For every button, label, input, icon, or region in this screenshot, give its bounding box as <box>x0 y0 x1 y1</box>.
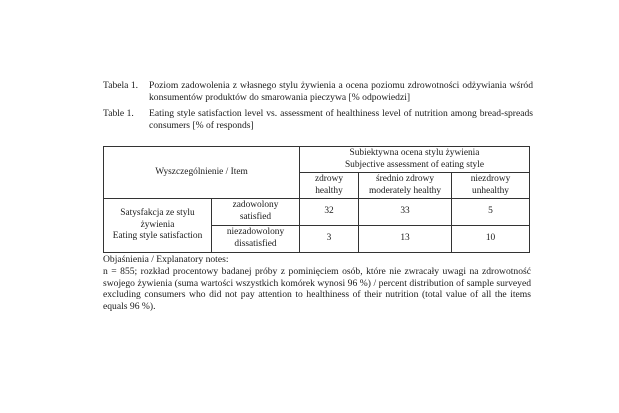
table-cell: 32 <box>300 199 359 226</box>
group-header-cell <box>300 147 530 173</box>
table-cell: 10 <box>452 226 530 253</box>
row-label-dissatisfied <box>212 226 300 253</box>
table-caption-polish <box>103 80 533 106</box>
data-table <box>103 146 530 253</box>
row-label-satisfied <box>212 199 300 226</box>
row-label-en: satisfied <box>239 212 272 222</box>
group-header-en: Subjective assessment of eating style <box>344 159 485 170</box>
table-cell: 33 <box>359 199 452 226</box>
explanatory-notes <box>103 254 531 313</box>
table-row <box>104 199 530 226</box>
column-label-en: unhealthy <box>472 185 509 196</box>
group-header-pl: Subiektywna ocena stylu żywienia <box>349 147 480 158</box>
column-label-pl: niezdrowy <box>470 173 511 184</box>
table-cell: 13 <box>359 226 452 253</box>
column-label-pl: zdrowy <box>314 173 344 184</box>
column-header-healthy <box>300 173 359 199</box>
item-header-cell <box>104 147 300 199</box>
row-group-header <box>104 199 212 253</box>
row-group-label-pl: żywienia <box>140 219 175 230</box>
column-label-en: moderately healthy <box>368 185 442 196</box>
table-caption-english <box>103 108 533 134</box>
item-header: Wyszczególnienie / Item <box>155 166 248 177</box>
column-label-en: healthy <box>315 185 343 196</box>
row-label-pl: zadowolony <box>232 200 279 211</box>
table-cell: 5 <box>452 199 530 226</box>
notes-text: n = 855; rozkład procentowy badanej próby z pominięciem osób, które nie zwracały uwagi na zdrowotność swojego żywienia (suma wartości wszystkich komórek wynosi 96 %) / percent distribution of sample surveyed excluding consumers who did not pay attention to healthiness of their nutrition (total value of all the items equals 96 %). <box>103 265 531 313</box>
row-label-en: dissatisfied <box>234 239 277 249</box>
caption-text: Poziom zadowolenia z własnego stylu żywienia a ocena poziomu zdrowotności odżywiania wśród konsumentów produktów do smarowania pieczywa [% odpowiedzi] <box>149 80 533 104</box>
row-group-label-en: Eating style satisfaction <box>112 231 203 242</box>
row-label-pl: niezadowolony <box>226 227 285 238</box>
column-header-moderately-healthy <box>359 173 452 199</box>
row-group-label-pl: Satysfakcja ze stylu <box>120 208 195 219</box>
caption-label: Tabela 1. <box>103 80 139 91</box>
notes-heading: Objaśnienia / Explanatory notes: <box>103 254 229 265</box>
column-header-unhealthy <box>452 173 530 199</box>
table-cell: 3 <box>300 226 359 253</box>
caption-label: Table 1. <box>103 108 134 119</box>
caption-text: Eating style satisfaction level vs. assessment of healthiness level of nutrition among bread-spreads consumers [% of responds] <box>149 108 533 132</box>
column-label-pl: średnio zdrowy <box>375 173 435 184</box>
